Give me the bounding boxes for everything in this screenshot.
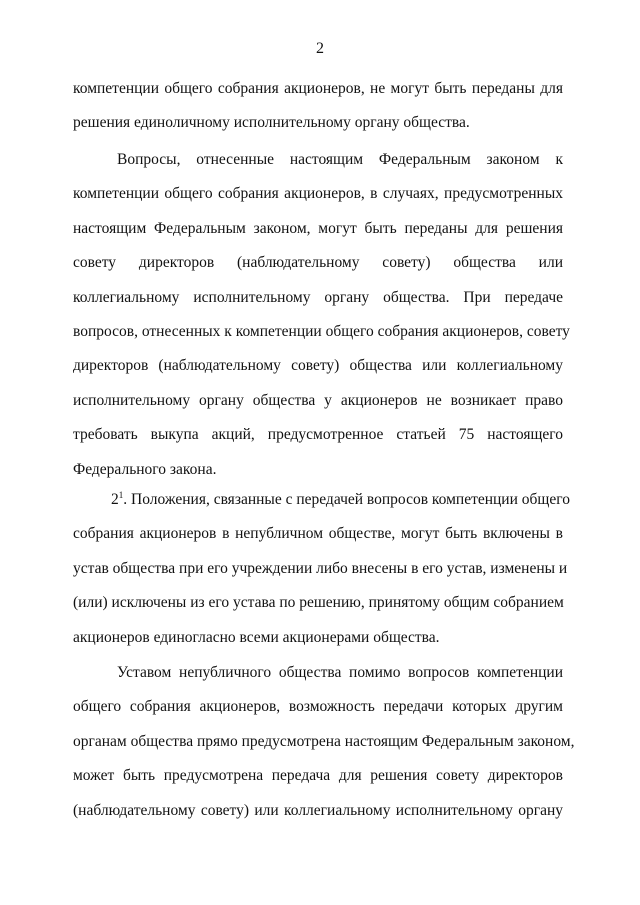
text-line: общего собрания акционеров, возможность передачи которых другим [73,698,563,716]
paragraph-section-2-1 [73,483,570,655]
text-line: настоящим Федеральным законом, могут быть переданы для решения [73,219,563,237]
paragraph-charter-provisions [73,656,575,828]
text-line: вопросов, отнесенных к компетенции общего собрания акционеров, совету [73,322,570,340]
text-line: (наблюдательному совету) или коллегиальному исполнительному органу [73,801,563,819]
text-line: Уставом непубличного общества помимо вопросов компетенции [117,664,563,681]
text-line: органам общества прямо предусмотрена настоящим Федеральным законом, [73,732,575,750]
text-line: требовать выкупа акций, предусмотренное статьей 75 настоящего [73,426,563,444]
text-line: акционеров единогласно всеми акционерами общества. [73,628,440,646]
text-line: компетенции общего собрания акционеров, в случаях, предусмотренных [73,185,563,203]
text-line: директоров (наблюдательному совету) общества или коллегиальному [73,357,563,375]
page-number: 2 [316,40,324,57]
text-line: компетенции общего собрания акционеров, не могут быть переданы для [73,80,563,97]
text-line: исполнительному органу общества у акционеров не возникает право [73,391,563,409]
text-line-content: . Положения, связанные с передачей вопросов компетенции общего [123,491,570,508]
text-line: может быть предусмотрена передача для решения совету директоров [73,767,563,785]
text-line: устав общества при его учреждении либо внесены в его устав, изменены и [73,559,568,577]
text-line: совету директоров (наблюдательному совету) общества или [73,254,563,272]
text-line: собрания акционеров в непубличном обществе, могут быть включены в [73,525,563,543]
text-line: (или) исключены из его устава по решению, принятому общим собранием [73,594,564,612]
section-number: 2 [111,491,119,508]
section-number-superscript: 1 [118,489,124,500]
paragraph-continuation [73,72,563,141]
text-line: решения единоличному исполнительному органу общества. [73,114,470,132]
text-line: коллегиальному исполнительному органу общества. При передаче [73,288,563,306]
paragraph-delegation-questions [73,143,570,487]
text-line: Федерального закона. [73,460,217,478]
text-line: Вопросы, отнесенные настоящим Федеральным законом к [117,151,563,168]
text-line [73,483,570,517]
